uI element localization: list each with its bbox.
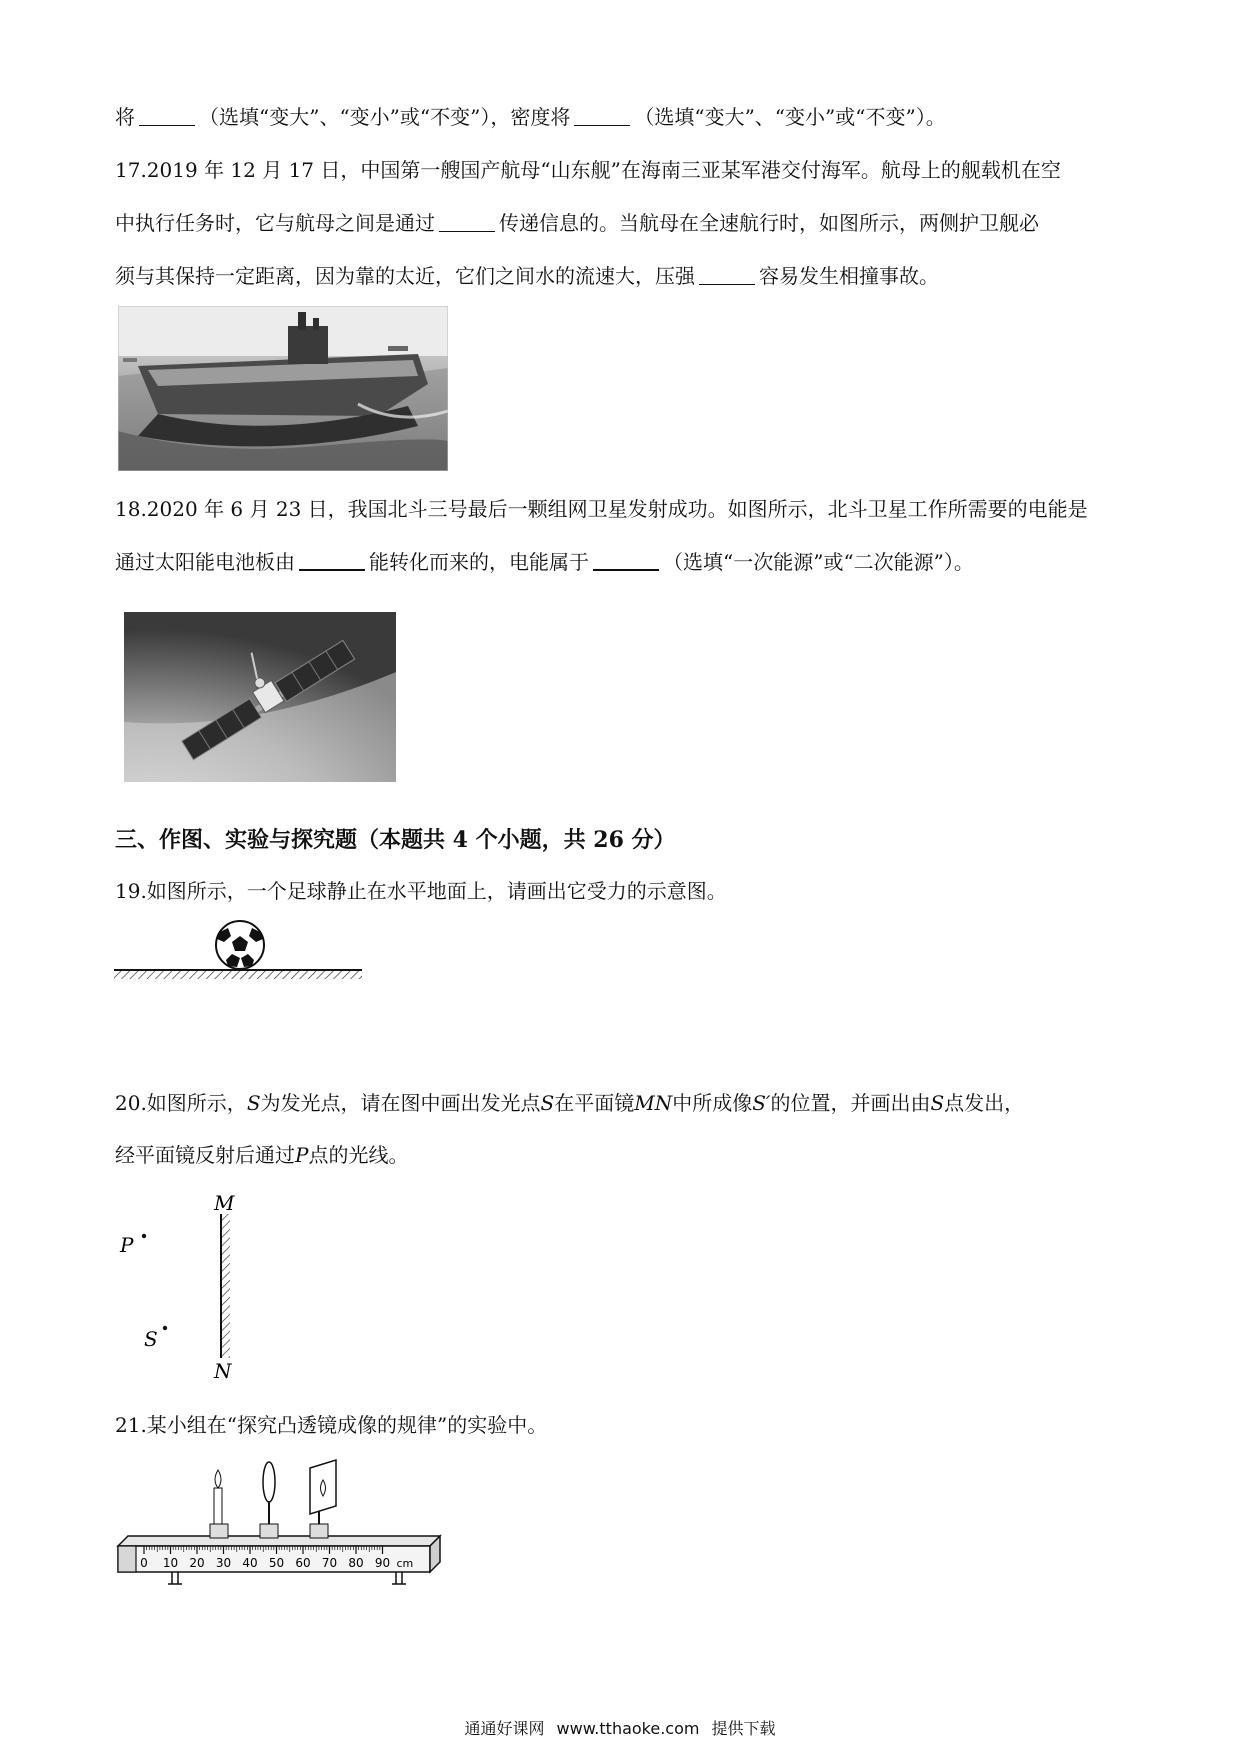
q21-text: 21.某小组在“探究凸透镜成像的规律”的实验中。 (115, 1413, 548, 1437)
point-p-dot (142, 1234, 146, 1238)
q17-text-3b: 容易发生相撞事故。 (759, 264, 939, 288)
q16-text-2: （选填“变大”、“变小”或“不变”），密度将 (199, 105, 571, 129)
q20-text-2a: 经平面镜反射后通过 (115, 1143, 295, 1167)
q17-text-2b: 传递信息的。当航母在全速航行时，如图所示，两侧护卫舰必 (499, 211, 1039, 235)
ruler-tick-label: 20 (189, 1556, 205, 1570)
page-footer (0, 1716, 1240, 1739)
q18-text-2b: 能转化而来的，电能属于 (369, 550, 589, 574)
q17-line-2 (115, 210, 1135, 236)
q20-text-1d: 中所成像 (672, 1091, 753, 1115)
ruler-tick-label: 80 (348, 1556, 364, 1570)
q20-var-sprime: S′ (752, 1091, 771, 1115)
optical-bench-figure (114, 1458, 444, 1598)
ruler-tick-label: 40 (242, 1556, 258, 1570)
q18-line-1: 18.2020 年 6 月 23 日，我国北斗三号最后一颗组网卫星发射成功。如图所示，北斗卫星工作所需要的电能是 (115, 497, 1088, 521)
ruler-tick-label: 90 (374, 1556, 391, 1570)
ruler-tick-label: 10 (162, 1556, 179, 1570)
satellite-photo (124, 612, 396, 782)
ruler-tick-label: 30 (215, 1556, 232, 1570)
q16-text-1: 将 (115, 105, 135, 129)
point-label-s: S (144, 1327, 158, 1351)
q18-text-2c: （选填“一次能源”或“二次能源”）。 (663, 550, 974, 574)
q20-line-1 (115, 1090, 1135, 1116)
footer-url[interactable]: www.tthaoke.com (556, 1719, 700, 1738)
ruler-tick-label: 50 (268, 1556, 285, 1570)
section-heading: 三、作图、实验与探究题（本题共 4 个小题，共 26 分） (115, 827, 676, 853)
q18-line-2 (115, 549, 1135, 575)
q20-line-2 (115, 1142, 1135, 1168)
answer-blank (139, 107, 195, 126)
q20-var-p: P (295, 1143, 309, 1167)
q20-text-2b: 点的光线。 (308, 1143, 409, 1167)
q19-text: 19.如图所示，一个足球静止在水平地面上，请画出它受力的示意图。 (115, 879, 727, 903)
q20-text-1a: 20.如图所示， (115, 1091, 247, 1115)
q20-text-1c: 在平面镜 (554, 1091, 635, 1115)
mirror-label-n: N (214, 1359, 232, 1380)
answer-blank (439, 213, 495, 232)
answer-blank (574, 107, 630, 126)
q16-tail-line (115, 104, 1135, 130)
q20-var-mn: MN (634, 1091, 673, 1115)
q20-var-s: S (930, 1091, 945, 1115)
footer-site-name: 通通好课网 (464, 1719, 545, 1738)
q16-text-3: （选填“变大”、“变小”或“不变”）。 (634, 105, 946, 129)
answer-blank (593, 551, 659, 571)
ruler-tick-label: 60 (295, 1556, 311, 1570)
soccer-ball-figure (114, 918, 364, 990)
footer-suffix: 提供下载 (711, 1719, 776, 1738)
q18-text-2a: 通过太阳能电池板由 (115, 550, 295, 574)
ruler-tick-label: 70 (321, 1556, 338, 1570)
point-s-dot (163, 1326, 167, 1330)
q20-text-1f: 点发出， (944, 1091, 1025, 1115)
point-label-p: P (120, 1233, 134, 1257)
q20-var-s: S (540, 1091, 555, 1115)
answer-blank (699, 266, 755, 285)
aircraft-carrier-photo (118, 306, 448, 471)
q20-var-s: S (246, 1091, 261, 1115)
answer-blank (299, 551, 365, 571)
q20-text-1e: 的位置，并画出由 (770, 1091, 931, 1115)
q20-text-1b: 为发光点，请在图中画出发光点 (260, 1091, 541, 1115)
q17-text-3a: 须与其保持一定距离，因为靠的太近，它们之间水的流速大，压强 (115, 264, 695, 288)
mirror-label-m: M (214, 1192, 235, 1215)
q17-line-1: 17.2019 年 12 月 17 日，中国第一艘国产航母“山东舰”在海南三亚某军港交付海军。航母上的舰载机在空 (115, 158, 1061, 182)
q17-line-3 (115, 263, 1135, 289)
ruler-unit-label: cm (396, 1557, 414, 1570)
plane-mirror-figure (114, 1192, 254, 1380)
q17-text-2a: 中执行任务时，它与航母之间是通过 (115, 211, 435, 235)
ruler-tick-label: 0 (140, 1556, 148, 1570)
